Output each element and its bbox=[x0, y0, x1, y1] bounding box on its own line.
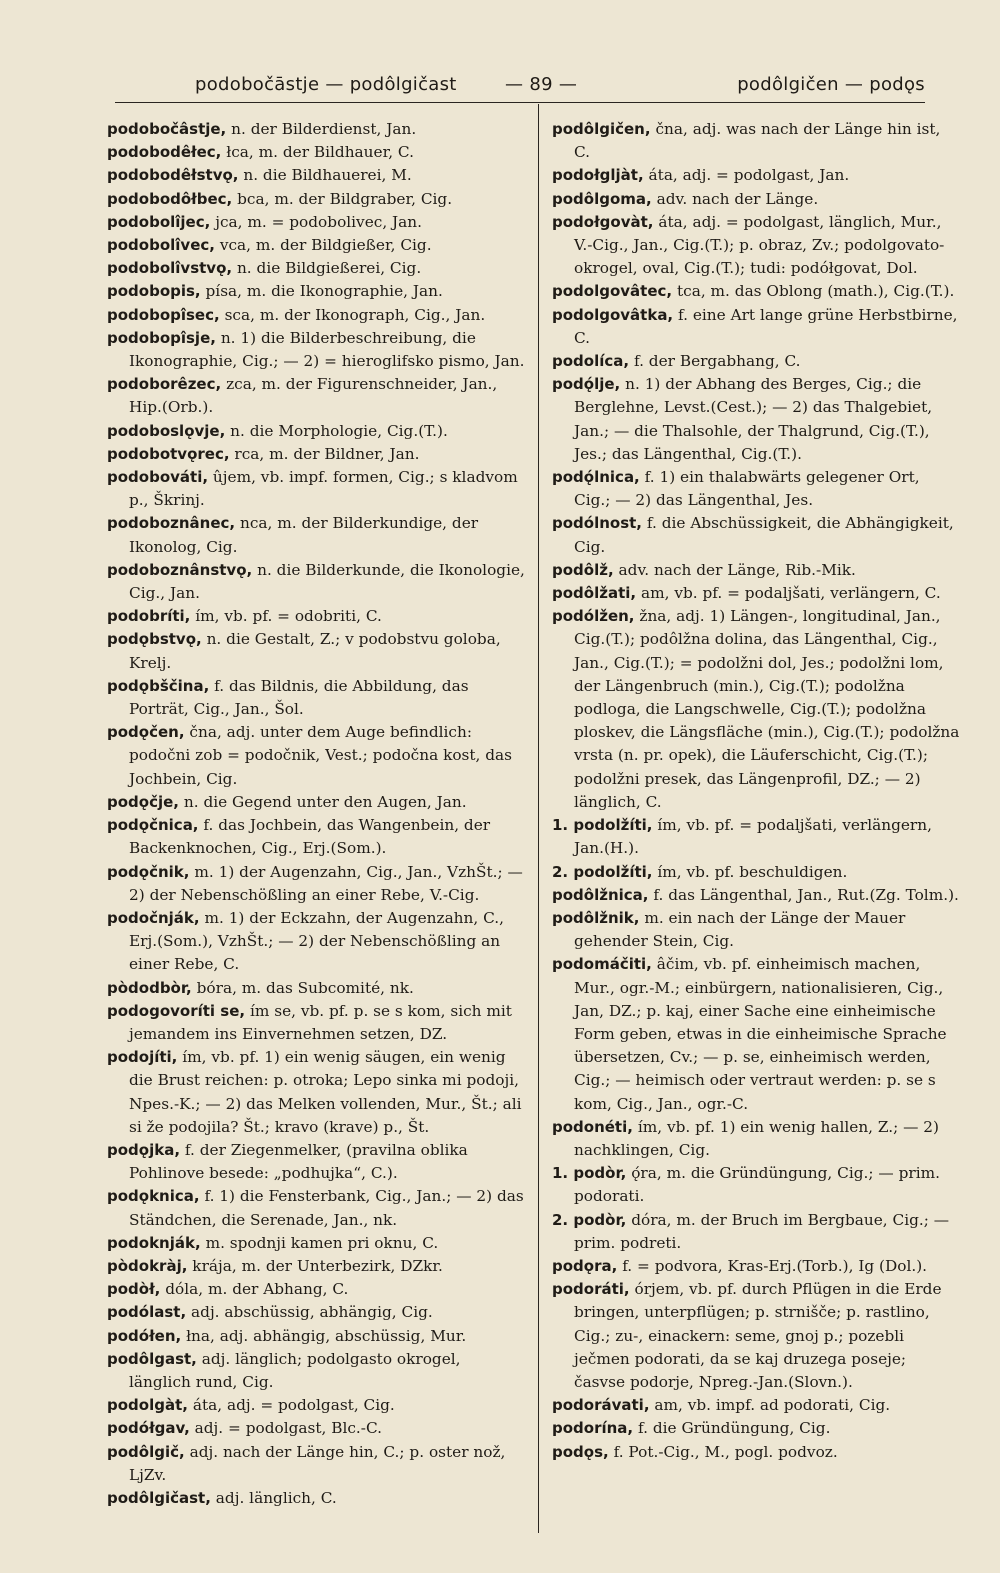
entry-headword: podołgovàt, bbox=[552, 212, 654, 231]
entry-definition: f. die Abschüssigkeit, die Abhängigkeit, Cig. bbox=[574, 514, 954, 556]
dictionary-entry bbox=[107, 1441, 525, 1487]
entry-definition: f. Pot.-Cig., M., pogl. podvoz. bbox=[613, 1442, 838, 1461]
entry-definition: f. 1) ein thalabwärts gelegener Ort, Cig.; — 2) das Längenthal, Jes. bbox=[574, 468, 920, 510]
entry-headword: podoboznânstvǫ, bbox=[107, 560, 253, 579]
entry-headword: podólžen, bbox=[552, 607, 635, 626]
entry-headword: podǫčen, bbox=[107, 723, 185, 742]
entry-definition: čna, adj. unter dem Auge befindlich: podočni zob = podočnik, Vest.; podočna kost, das Jochbein, Cig. bbox=[129, 723, 513, 788]
entry-definition: f. der Bergabhang, C. bbox=[633, 352, 801, 371]
entry-definition: łca, m. der Bildhauer, C. bbox=[226, 143, 414, 162]
entry-headword: pòdokràj, bbox=[107, 1256, 188, 1275]
entry-definition: adj. länglich; podolgasto okrogel, länglich rund, Cig. bbox=[129, 1349, 461, 1391]
dictionary-entry bbox=[107, 675, 525, 721]
entry-definition: jca, m. = podobolivec, Jan. bbox=[215, 212, 423, 231]
entry-headword: podobolîvstvǫ, bbox=[107, 259, 233, 278]
entry-headword: podôlžnica, bbox=[552, 885, 649, 904]
entry-headword: podôlgičast, bbox=[107, 1488, 211, 1507]
header-left-range: podobočāstje — podôlgičast bbox=[195, 74, 457, 95]
entry-definition: am, vb. impf. ad podorati, Cig. bbox=[654, 1396, 891, 1415]
entry-definition: nca, m. der Bilderkundige, der Ikonolog, Cig. bbox=[129, 514, 479, 556]
dictionary-entry bbox=[552, 582, 960, 605]
entry-definition: n. die Bilderkunde, die Ikonologie, Cig., Jan. bbox=[129, 560, 525, 603]
entry-definition: krája, m. der Unterbezirk, DZkr. bbox=[192, 1256, 443, 1275]
dictionary-entry bbox=[552, 280, 960, 303]
entry-definition: f. 1) die Fensterbank, Cig., Jan.; — 2) das Ständchen, die Serenade, Jan., nk. bbox=[129, 1187, 524, 1229]
entry-headword: 2. podolžíti, bbox=[552, 862, 653, 881]
entry-definition: n. der Bilderdienst, Jan. bbox=[231, 120, 417, 138]
entry-definition: rca, m. der Bildner, Jan. bbox=[234, 444, 420, 463]
dictionary-entry bbox=[552, 884, 960, 907]
entry-headword: podobodôłbec, bbox=[107, 189, 233, 208]
entry-definition: sca, m. der Ikonograph, Cig., Jan. bbox=[224, 305, 486, 324]
entry-headword: podobolîvec, bbox=[107, 236, 215, 255]
right-column bbox=[552, 118, 960, 1464]
dictionary-entry bbox=[107, 141, 525, 164]
entry-headword: podǫjka, bbox=[107, 1140, 181, 1159]
dictionary-entry bbox=[107, 1278, 525, 1301]
dictionary-entry bbox=[107, 721, 525, 791]
entry-headword: 1. podòr, bbox=[552, 1164, 627, 1183]
entry-definition: m. ein nach der Länge der Mauer gehender Stein, Cig. bbox=[574, 908, 906, 951]
entry-definition: n. die Gestalt, Z.; v podobstvu goloba, Krelj. bbox=[129, 630, 501, 672]
dictionary-entry bbox=[552, 1116, 960, 1162]
dictionary-entry bbox=[107, 977, 525, 1000]
entry-headword: podôlžnik, bbox=[552, 908, 640, 927]
page-header bbox=[115, 68, 925, 103]
entry-headword: podobodêłstvǫ, bbox=[107, 166, 239, 185]
entry-definition: f. eine Art lange grüne Herbstbirne, C. bbox=[574, 305, 958, 347]
dictionary-entry bbox=[107, 814, 525, 860]
entry-headword: podobopîsje, bbox=[107, 328, 216, 347]
entry-headword: podôlgoma, bbox=[552, 189, 652, 208]
entry-definition: n. 1) die Bilderbeschreibung, die Ikonographie, Cig.; — 2) = hieroglifsko pismo, Jan. bbox=[129, 328, 525, 371]
entry-definition: f. der Ziegenmelker, (pravilna oblika Pohlinove besede: „podhujka“, C.). bbox=[129, 1140, 468, 1183]
entry-headword: podôlgičen, bbox=[552, 120, 651, 138]
entry-definition: n. die Morphologie, Cig.(T.). bbox=[230, 421, 448, 440]
dictionary-entry bbox=[107, 1000, 525, 1046]
dictionary-entry bbox=[107, 1139, 525, 1185]
dictionary-entry bbox=[107, 1185, 525, 1231]
entry-headword: podolíca, bbox=[552, 352, 630, 371]
entry-definition: n. die Gegend unter den Augen, Jan. bbox=[183, 792, 467, 811]
entry-headword: podólnost, bbox=[552, 514, 643, 533]
dictionary-entry bbox=[107, 420, 525, 443]
dictionary-entry bbox=[552, 466, 960, 512]
dictionary-entry bbox=[107, 304, 525, 327]
entry-headword: podoboznânec, bbox=[107, 514, 236, 533]
entry-headword: podorávati, bbox=[552, 1396, 650, 1415]
entry-definition: dóra, m. der Bruch im Bergbaue, Cig.; — prim. podreti. bbox=[574, 1210, 950, 1252]
entry-definition: ím, vb. pf. beschuldigen. bbox=[657, 862, 848, 881]
dictionary-entry bbox=[552, 211, 960, 281]
dictionary-entry bbox=[107, 188, 525, 211]
entry-headword: podolgàt, bbox=[107, 1396, 188, 1415]
entry-headword: podobováti, bbox=[107, 468, 209, 487]
left-column bbox=[107, 118, 525, 1510]
entry-definition: zca, m. der Figurenschneider, Jan., Hip.(Orb.). bbox=[129, 375, 498, 417]
entry-headword: podorína, bbox=[552, 1419, 634, 1438]
dictionary-entry bbox=[107, 559, 525, 605]
entry-definition: písa, m. die Ikonographie, Jan. bbox=[205, 282, 443, 301]
entry-headword: podobopîsec, bbox=[107, 305, 220, 324]
dictionary-entry bbox=[107, 466, 525, 512]
entry-headword: podoboslǫvje, bbox=[107, 421, 226, 440]
dictionary-entry bbox=[107, 907, 525, 977]
entry-headword: podółgav, bbox=[107, 1419, 190, 1438]
entry-headword: 2. podòr, bbox=[552, 1210, 627, 1229]
entry-definition: adj. nach der Länge hin, C.; p. oster nož, LjZv. bbox=[129, 1442, 506, 1484]
dictionary-entry bbox=[552, 304, 960, 350]
dictionary-entry bbox=[107, 234, 525, 257]
dictionary-entry bbox=[552, 164, 960, 187]
entry-definition: bóra, m. das Subcomité, nk. bbox=[196, 978, 414, 997]
entry-definition: n. die Bildgießerei, Cig. bbox=[236, 259, 422, 278]
entry-headword: podǫčnik, bbox=[107, 862, 190, 881]
entry-headword: podólast, bbox=[107, 1303, 187, 1322]
entry-definition: ǫ́ra, m. die Gründüngung, Cig.; — prim. podorati. bbox=[574, 1164, 940, 1206]
dictionary-entry bbox=[552, 373, 960, 466]
entry-definition: adj. länglich, C. bbox=[215, 1488, 337, 1507]
dictionary-entry bbox=[552, 1417, 960, 1440]
entry-headword: podǫ́lje, bbox=[552, 375, 621, 394]
dictionary-entry bbox=[552, 953, 960, 1115]
header-right-range: podôlgičen — podǫs bbox=[737, 74, 925, 95]
entry-headword: podočnják, bbox=[107, 908, 200, 927]
dictionary-entry bbox=[107, 791, 525, 814]
dictionary-entry bbox=[552, 814, 960, 860]
entry-definition: łna, adj. abhängig, abschüssig, Mur. bbox=[186, 1326, 467, 1345]
entry-definition: m. 1) der Augenzahn, Cig., Jan., VzhŠt.; — 2) der Nebenschößling an einer Rebe, V.-Cig. bbox=[129, 862, 523, 904]
entry-definition: áta, adj. = podolgast, Cig. bbox=[192, 1396, 395, 1415]
dictionary-entry bbox=[107, 280, 525, 303]
entry-headword: podogovoríti se, bbox=[107, 1001, 246, 1020]
entry-definition: adv. nach der Länge. bbox=[656, 189, 819, 208]
entry-headword: podǫknica, bbox=[107, 1187, 200, 1206]
entry-headword: podǫra, bbox=[552, 1256, 618, 1275]
entry-definition: n. 1) der Abhang des Berges, Cig.; die Berglehne, Levst.(Cest.); — 2) das Thalgebiet, Jan.; — die Thalsohle, der Thalgrund, Cig.(T.), Jes.; das Längenthal, Cig.(T.). bbox=[574, 375, 933, 463]
entry-headword: podobodêłec, bbox=[107, 143, 222, 162]
entry-headword: podobríti, bbox=[107, 607, 191, 626]
dictionary-entry bbox=[107, 1232, 525, 1255]
entry-headword: podolgovâtka, bbox=[552, 305, 674, 324]
dictionary-entry bbox=[107, 1301, 525, 1324]
entry-headword: podojíti, bbox=[107, 1048, 178, 1067]
entry-definition: adj. = podolgast, Blc.-C. bbox=[194, 1419, 382, 1438]
entry-headword: podǫčje, bbox=[107, 792, 179, 811]
dictionary-entry bbox=[107, 1348, 525, 1394]
entry-definition: ím, vb. pf. = podaljšati, verlängern, Jan.(H.). bbox=[574, 816, 932, 858]
entry-headword: podôlgič, bbox=[107, 1442, 185, 1461]
dictionary-entry bbox=[107, 1487, 525, 1510]
entry-definition: f. das Bildnis, die Abbildung, das Porträt, Cig., Jan., Šol. bbox=[129, 676, 469, 719]
dictionary-entry bbox=[552, 559, 960, 582]
dictionary-entry bbox=[107, 164, 525, 187]
entry-definition: f. das Jochbein, das Wangenbein, der Backenknochen, Cig., Erj.(Som.). bbox=[129, 816, 491, 858]
entry-definition: f. = podvora, Kras-Erj.(Torb.), Ig (Dol.). bbox=[622, 1256, 928, 1275]
entry-definition: ím, vb. pf. 1) ein wenig säugen, ein wenig die Brust reichen: p. otroka; Lepo sinka mi podoji, Npes.-K.; — 2) das Melken vollenden, Mur., Št.; ali si že podojila? Št.; kravo (krave) p., Št. bbox=[129, 1048, 522, 1136]
entry-definition: ím, vb. pf. 1) ein wenig hallen, Z.; — 2) nachklingen, Cig. bbox=[574, 1117, 939, 1159]
entry-definition: tca, m. das Oblong (math.), Cig.(T.). bbox=[676, 282, 955, 301]
dictionary-entry bbox=[552, 512, 960, 558]
column-divider bbox=[538, 104, 539, 1533]
dictionary-entry bbox=[107, 1394, 525, 1417]
dictionary-entry bbox=[107, 373, 525, 419]
dictionary-entry bbox=[107, 257, 525, 280]
dictionary-entry bbox=[552, 350, 960, 373]
entry-headword: podobopis, bbox=[107, 282, 201, 301]
dictionary-entry bbox=[552, 118, 960, 164]
entry-headword: podǫ́lnica, bbox=[552, 468, 640, 487]
dictionary-entry bbox=[552, 605, 960, 814]
entry-definition: čna, adj. was nach der Länge hin ist, C. bbox=[574, 120, 941, 162]
entry-headword: podobočâstje, bbox=[107, 120, 227, 138]
dictionary-entry bbox=[552, 1441, 960, 1464]
dictionary-entry bbox=[107, 211, 525, 234]
entry-definition: f. das Längenthal, Jan., Rut.(Zg. Tolm.). bbox=[653, 885, 959, 904]
entry-definition: žna, adj. 1) Längen-, longitudinal, Jan., Cig.(T.); podôlžna dolina, das Längenthal, Cig., Jan., Cig.(T.); = podolžni dol, Jes.; podolžni lom, der Längenbruch (min.), Cig.(T.); podolžna podloga, die Langschwelle, Cig.(T.); podolžna ploskev, die Längsfläche (min.), Cig.(T.); podolžna vrsta (n. pr. opek), die Läuferschicht, Cig.(T.); podolžni presek, das Längenprofil, DZ.; — 2) länglich, C. bbox=[574, 607, 960, 811]
entry-definition: ûjem, vb. impf. formen, Cig.; s kladvom p., Škrinj. bbox=[129, 468, 518, 510]
dictionary-entry bbox=[107, 118, 525, 141]
dictionary-entry bbox=[552, 907, 960, 953]
entry-headword: podolgovâtec, bbox=[552, 282, 673, 301]
entry-headword: podółen, bbox=[107, 1326, 182, 1345]
entry-definition: am, vb. pf. = podaljšati, verlängern, C. bbox=[640, 584, 941, 603]
entry-headword: podòł, bbox=[107, 1280, 161, 1299]
entry-headword: podonéti, bbox=[552, 1117, 633, 1136]
entry-definition: ím, vb. pf. = odobriti, C. bbox=[195, 607, 382, 626]
entry-definition: m. 1) der Eckzahn, der Augenzahn, C., Erj.(Som.), VzhŠt.; — 2) der Nebenschößling an einer Rebe, C. bbox=[129, 908, 504, 974]
entry-headword: podołgljàt, bbox=[552, 166, 644, 185]
entry-headword: pòdodbòr, bbox=[107, 978, 192, 997]
dictionary-entry bbox=[107, 1325, 525, 1348]
entry-definition: vca, m. der Bildgießer, Cig. bbox=[219, 236, 432, 255]
entry-headword: podǫs, bbox=[552, 1442, 609, 1461]
entry-headword: podobotvǫrec, bbox=[107, 444, 230, 463]
entry-headword: podôlgast, bbox=[107, 1349, 197, 1368]
entry-definition: adj. abschüssig, abhängig, Cig. bbox=[191, 1303, 433, 1322]
entry-headword: podǫbstvǫ, bbox=[107, 630, 202, 649]
entry-headword: podoborêzec, bbox=[107, 375, 222, 394]
dictionary-entry bbox=[107, 443, 525, 466]
dictionary-entry bbox=[107, 605, 525, 628]
dictionary-entry bbox=[107, 1255, 525, 1278]
dictionary-entry bbox=[552, 1209, 960, 1255]
entry-definition: n. die Bildhauerei, M. bbox=[243, 166, 412, 185]
entry-definition: órjem, vb. pf. durch Pflügen in die Erde bringen, unterpflügen; p. strnišče; p. rastlino, Cig.; zu-, einackern: seme, gnoj p.; pozebli ječmen podorati, da se kaj druzega poseje; časvse podorje, Npreg.-Jan.(Slovn.). bbox=[574, 1280, 942, 1391]
dictionary-entry bbox=[552, 1394, 960, 1417]
entry-headword: podǫbščina, bbox=[107, 676, 210, 695]
entry-definition: m. spodnji kamen pri oknu, C. bbox=[205, 1233, 439, 1252]
entry-headword: podǫčnica, bbox=[107, 816, 199, 835]
dictionary-entry bbox=[552, 188, 960, 211]
entry-definition: áta, adj. = podolgast, Jan. bbox=[648, 166, 850, 185]
entry-definition: áta, adj. = podolgast, länglich, Mur., V.-Cig., Jan., Cig.(T.); p. obraz, Zv.; podolgovato-okrogel, oval, Cig.(T.); tudi: podółgovat, Dol. bbox=[574, 212, 945, 278]
entry-headword: podoknják, bbox=[107, 1233, 201, 1252]
entry-headword: podobolîjec, bbox=[107, 212, 211, 231]
entry-definition: âčim, vb. pf. einheimisch machen, Mur., ogr.-M.; einbürgern, nationalisieren, Cig., Jan, DZ.; p. kaj, einer Sache eine einheimische Form geben, etwas in die einheimische Sprache übersetzen, Cv.; — p. se, einheimisch werden, Cig.; — heimisch oder vertraut werden: p. se s kom, Cig., Jan., ogr.-C. bbox=[574, 955, 947, 1113]
dictionary-entry bbox=[552, 1255, 960, 1278]
entry-headword: podoráti, bbox=[552, 1280, 630, 1299]
page-number: — 89 — bbox=[505, 74, 578, 95]
dictionary-entry bbox=[107, 628, 525, 674]
dictionary-entry bbox=[552, 861, 960, 884]
entry-headword: podomáčiti, bbox=[552, 955, 652, 974]
entry-definition: adv. nach der Länge, Rib.-Mik. bbox=[618, 560, 856, 579]
entry-headword: podôlžati, bbox=[552, 584, 637, 603]
dictionary-entry bbox=[552, 1162, 960, 1208]
dictionary-entry bbox=[107, 327, 525, 373]
dictionary-entry bbox=[107, 512, 525, 558]
entry-headword: podôlž, bbox=[552, 560, 614, 579]
dictionary-entry bbox=[552, 1278, 960, 1394]
entry-definition: bca, m. der Bildgraber, Cig. bbox=[237, 189, 453, 208]
dictionary-entry bbox=[107, 861, 525, 907]
entry-headword: 1. podolžíti, bbox=[552, 816, 653, 835]
entry-definition: ím se, vb. pf. p. se s kom, sich mit jemandem ins Einvernehmen setzen, DZ. bbox=[129, 1001, 512, 1043]
dictionary-entry bbox=[107, 1046, 525, 1139]
dictionary-entry bbox=[107, 1417, 525, 1440]
entry-definition: dóla, m. der Abhang, C. bbox=[165, 1280, 349, 1299]
entry-definition: f. die Gründüngung, Cig. bbox=[638, 1419, 831, 1438]
